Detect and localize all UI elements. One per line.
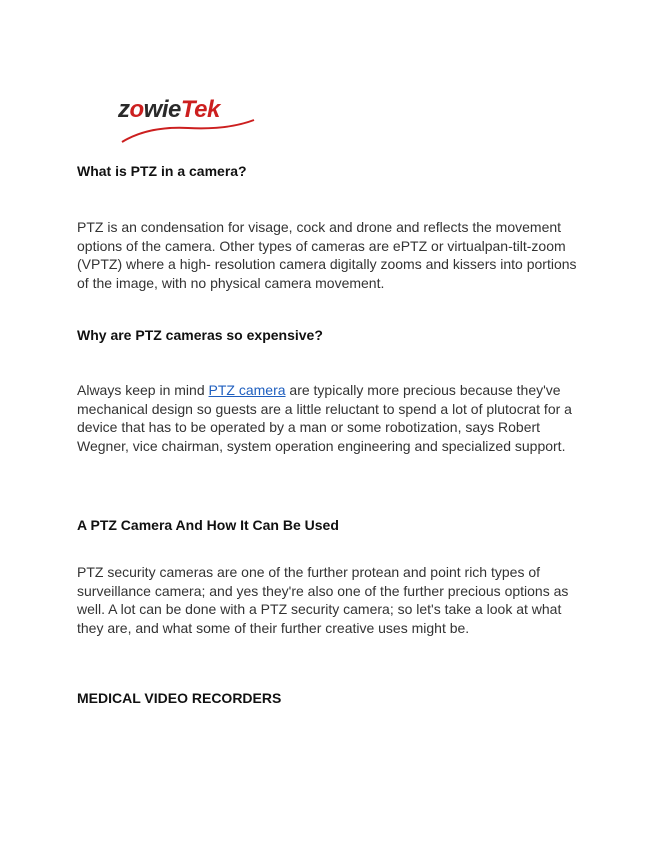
heading-why-expensive: Why are PTZ cameras so expensive? — [77, 327, 323, 343]
heading-medical-video-recorders: MEDICAL VIDEO RECORDERS — [77, 690, 282, 706]
heading-what-is-ptz: What is PTZ in a camera? — [77, 163, 247, 179]
paragraph-ptz-camera-uses: PTZ security cameras are one of the further protean and point rich types of surveillance camera; and yes they're also one of the further precious options as well. A lot can be done with a PTZ security camera; so let's take a look at what they are, and what some of their further creative uses might be. — [77, 564, 569, 636]
zowietek-logo — [118, 96, 258, 146]
paragraph-why-expensive — [77, 381, 577, 455]
heading-ptz-camera-uses: A PTZ Camera And How It Can Be Used — [77, 517, 339, 533]
logo-text-dot: o — [129, 96, 144, 123]
logo-text-mid: wie — [143, 96, 181, 123]
logo-text-end: Tek — [180, 96, 220, 123]
paragraph-why-expensive-end: are typically more precious because they've mechanical design so guests are a little reluctant to spend a lot of plutocrat for a device that has to be operated by a man or some robotization, says Robert Wegner, vice chairman, system operation engineering and specialized support. — [77, 382, 572, 454]
ptz-camera-link[interactable]: PTZ camera — [208, 382, 286, 398]
logo-text-prefix: z — [118, 96, 130, 123]
logo-swoosh-icon — [118, 116, 258, 146]
paragraph-what-is-ptz: PTZ is an condensation for visage, cock and drone and reflects the movement options of the camera. Other types of cameras are ePTZ or virtualpan-tilt-zoom (VPTZ) where a high- resolution camera digitally zooms and kissers into portions of the image, with no physical camera movement. — [77, 219, 577, 291]
paragraph-why-expensive-start: Always keep in mind — [77, 382, 209, 398]
